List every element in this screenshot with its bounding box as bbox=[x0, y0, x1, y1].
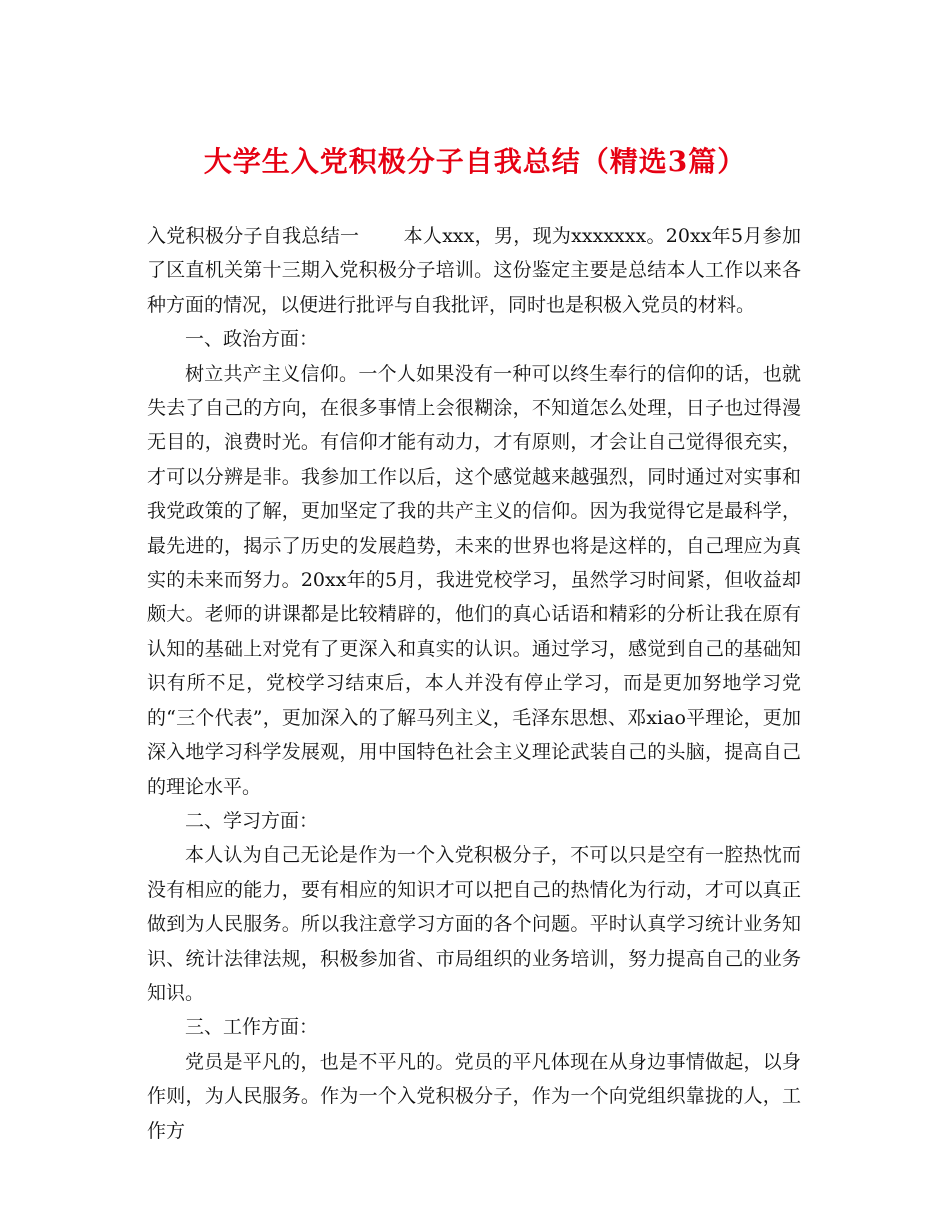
section-work-heading: 三、工作方面： bbox=[185, 1016, 319, 1039]
section-study-heading: 二、学习方面： bbox=[185, 809, 319, 832]
section-study-text: 本人认为自己无论是作为一个入党积极分子，不可以只是空有一腔热忱而没有相应的能力，要有相应的知识才可以把自己的热情化为行动，才可以真正做到为人民服务。所以我注意学习方面的各个问题。平时认真学习统计业务知识、统计法律法规，积极参加省、市局组织的业务培训，努力提高自己的业务知识。 bbox=[147, 844, 801, 1004]
intro-text: 本人xxx，男，现为xxxxxxx。20xx年5月参加了区直机关第十三期入党积极分子培训。这份鉴定主要是总结本人工作以来各种方面的情况，以便进行批评与自我批评，同时也是积极入党员的材料。 bbox=[147, 225, 801, 316]
intro-paragraph bbox=[147, 219, 801, 322]
document-body bbox=[147, 219, 801, 1148]
section-work-text: 党员是平凡的，也是不平凡的。党员的平凡体现在从身边事情做起，以身作则，为人民服务。作为一个入党积极分子，作为一个向党组织靠拢的人，工作方 bbox=[147, 1050, 801, 1142]
intro-heading: 入党积极分子自我总结一 bbox=[147, 225, 360, 247]
section-political-heading: 一、政治方面： bbox=[185, 328, 319, 351]
section-political-text: 树立共产主义信仰。一个人如果没有一种可以终生奉行的信仰的话，也就失去了自己的方向，在很多事情上会很糊涂，不知道怎么处理，日子也过得漫无目的，浪费时光。有信仰才能有动力，才有原则，才会让自己觉得很充实，才可以分辨是非。我参加工作以后，这个感觉越来越强烈，同时通过对实事和我党政策的了解，更加坚定了我的共产主义的信仰。因为我觉得它是最科学，最先进的，揭示了历史的发展趋势，未来的世界也将是这样的，自己理应为真实的未来而努力。20xx年的5月，我进党校学习，虽然学习时间紧，但收益却颇大。老师的讲课都是比较精辟的，他们的真心话语和精彩的分析让我在原有认知的基础上对党有了更深入和真实的认识。通过学习，感觉到自己的基础知识有所不足，党校学习结束后，本人并没有停止学习，而是更加努地学习党的“三个代表”，更加深入的了解马列主义，毛泽东思想、邓xiao平理论，更加深入地学习科学发展观，用中国特色社会主义理论武装自己的头脑，提高自己的理论水平。 bbox=[147, 362, 801, 798]
document-title: 大学生入党积极分子自我总结（精选3篇） bbox=[203, 145, 747, 178]
